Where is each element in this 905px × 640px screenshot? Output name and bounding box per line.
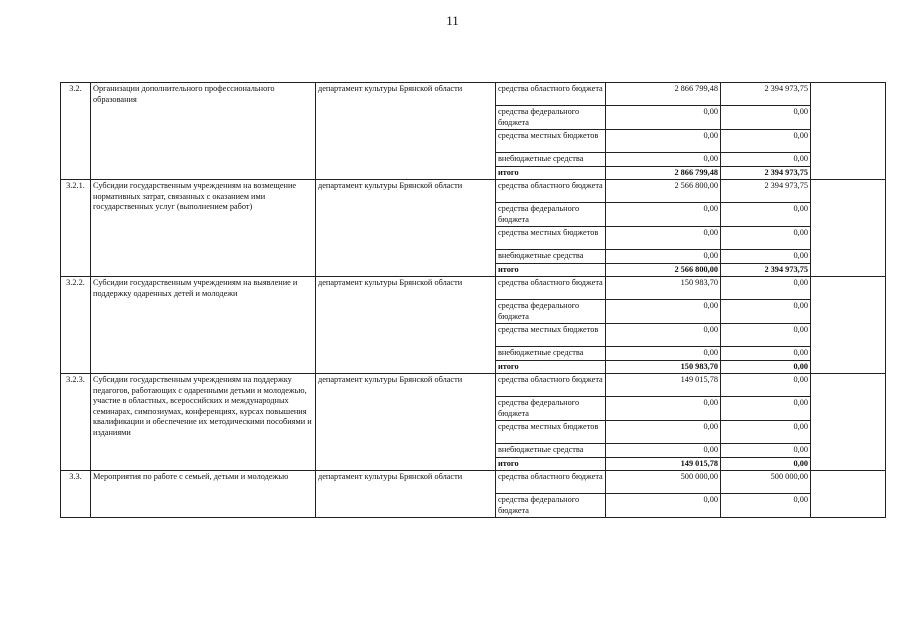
item-number: 3.2.3. (61, 374, 91, 471)
table-row (61, 471, 886, 494)
value-cell: 0,00 (721, 203, 811, 227)
item-number: 3.2. (61, 83, 91, 180)
source-label-total: итого (496, 457, 606, 471)
value-cell: 0,00 (721, 374, 811, 397)
source-label: средства областного бюджета (496, 471, 606, 494)
value-cell: 0,00 (606, 494, 721, 518)
source-label: средства федерального бюджета (496, 106, 606, 130)
table-row (61, 277, 886, 300)
total-value-cell: 149 015,78 (606, 457, 721, 471)
empty-cell (811, 180, 886, 277)
item-number: 3.2.1. (61, 180, 91, 277)
item-executor: департамент культуры Брянской области (316, 180, 496, 277)
total-value-cell: 0,00 (721, 360, 811, 374)
value-cell: 0,00 (606, 300, 721, 324)
value-cell: 150 983,70 (606, 277, 721, 300)
value-cell: 0,00 (721, 324, 811, 347)
page-number: 11 (446, 13, 459, 28)
source-label-total: итого (496, 360, 606, 374)
source-label: средства федерального бюджета (496, 300, 606, 324)
source-label: внебюджетные средства (496, 444, 606, 458)
value-cell: 149 015,78 (606, 374, 721, 397)
value-cell: 0,00 (606, 324, 721, 347)
value-cell: 2 566 800,00 (606, 180, 721, 203)
source-label: средства федерального бюджета (496, 203, 606, 227)
total-value-cell: 0,00 (721, 457, 811, 471)
source-label: средства областного бюджета (496, 180, 606, 203)
item-executor: департамент культуры Брянской области (316, 374, 496, 471)
value-cell: 0,00 (606, 250, 721, 264)
item-name: Мероприятия по работе с семьей, детьми и молодежью (91, 471, 316, 518)
source-label: средства областного бюджета (496, 374, 606, 397)
value-cell: 0,00 (721, 106, 811, 130)
value-cell: 0,00 (721, 277, 811, 300)
source-label: средства местных бюджетов (496, 130, 606, 153)
source-label: внебюджетные средства (496, 347, 606, 361)
total-value-cell: 2 394 973,75 (721, 166, 811, 180)
total-value-cell: 150 983,70 (606, 360, 721, 374)
item-name: Субсидии государственным учреждениям на возмещение нормативных затрат, связанных с оказанием ими государственных услуг (выполнением работ) (91, 180, 316, 277)
value-cell: 0,00 (721, 397, 811, 421)
total-value-cell: 2 566 800,00 (606, 263, 721, 277)
value-cell: 500 000,00 (721, 471, 811, 494)
source-label: средства областного бюджета (496, 277, 606, 300)
value-cell: 0,00 (721, 494, 811, 518)
value-cell: 500 000,00 (606, 471, 721, 494)
total-value-cell: 2 394 973,75 (721, 263, 811, 277)
source-label: средства федерального бюджета (496, 397, 606, 421)
value-cell: 0,00 (606, 421, 721, 444)
value-cell: 2 394 973,75 (721, 180, 811, 203)
value-cell: 2 394 973,75 (721, 83, 811, 106)
item-name: Субсидии государственным учреждениям на поддержку педагогов, работающих с одаренными детьми и молодежью, участие в областных, всероссийских и международных семинарах, симпозиумах, конференциях, курсах повышения квалификации и обеспечение их методическими пособиями и изданиями (91, 374, 316, 471)
value-cell: 2 866 799,48 (606, 83, 721, 106)
empty-cell (811, 471, 886, 518)
item-number: 3.2.2. (61, 277, 91, 374)
empty-cell (811, 83, 886, 180)
source-label: средства местных бюджетов (496, 227, 606, 250)
total-value-cell: 2 866 799,48 (606, 166, 721, 180)
source-label: средства местных бюджетов (496, 324, 606, 347)
value-cell: 0,00 (606, 347, 721, 361)
empty-cell (811, 374, 886, 471)
value-cell: 0,00 (606, 227, 721, 250)
source-label: средства местных бюджетов (496, 421, 606, 444)
value-cell: 0,00 (721, 300, 811, 324)
value-cell: 0,00 (721, 444, 811, 458)
value-cell: 0,00 (606, 153, 721, 167)
table-row (61, 374, 886, 397)
value-cell: 0,00 (606, 397, 721, 421)
value-cell: 0,00 (721, 347, 811, 361)
value-cell: 0,00 (606, 203, 721, 227)
source-label: средства областного бюджета (496, 83, 606, 106)
item-name: Субсидии государственным учреждениям на выявление и поддержку одаренных детей и молодежи (91, 277, 316, 374)
value-cell: 0,00 (721, 153, 811, 167)
item-executor: департамент культуры Брянской области (316, 277, 496, 374)
value-cell: 0,00 (721, 250, 811, 264)
budget-table (60, 82, 886, 518)
value-cell: 0,00 (606, 106, 721, 130)
item-name: Организации дополнительного профессионального образования (91, 83, 316, 180)
source-label: внебюджетные средства (496, 153, 606, 167)
value-cell: 0,00 (721, 130, 811, 153)
source-label-total: итого (496, 166, 606, 180)
source-label: средства федерального бюджета (496, 494, 606, 518)
item-number: 3.3. (61, 471, 91, 518)
item-executor: департамент культуры Брянской области (316, 83, 496, 180)
value-cell: 0,00 (721, 227, 811, 250)
item-executor: департамент культуры Брянской области (316, 471, 496, 518)
table-row (61, 83, 886, 106)
value-cell: 0,00 (606, 444, 721, 458)
value-cell: 0,00 (606, 130, 721, 153)
source-label: внебюджетные средства (496, 250, 606, 264)
value-cell: 0,00 (721, 421, 811, 444)
table-row (61, 180, 886, 203)
empty-cell (811, 277, 886, 374)
source-label-total: итого (496, 263, 606, 277)
